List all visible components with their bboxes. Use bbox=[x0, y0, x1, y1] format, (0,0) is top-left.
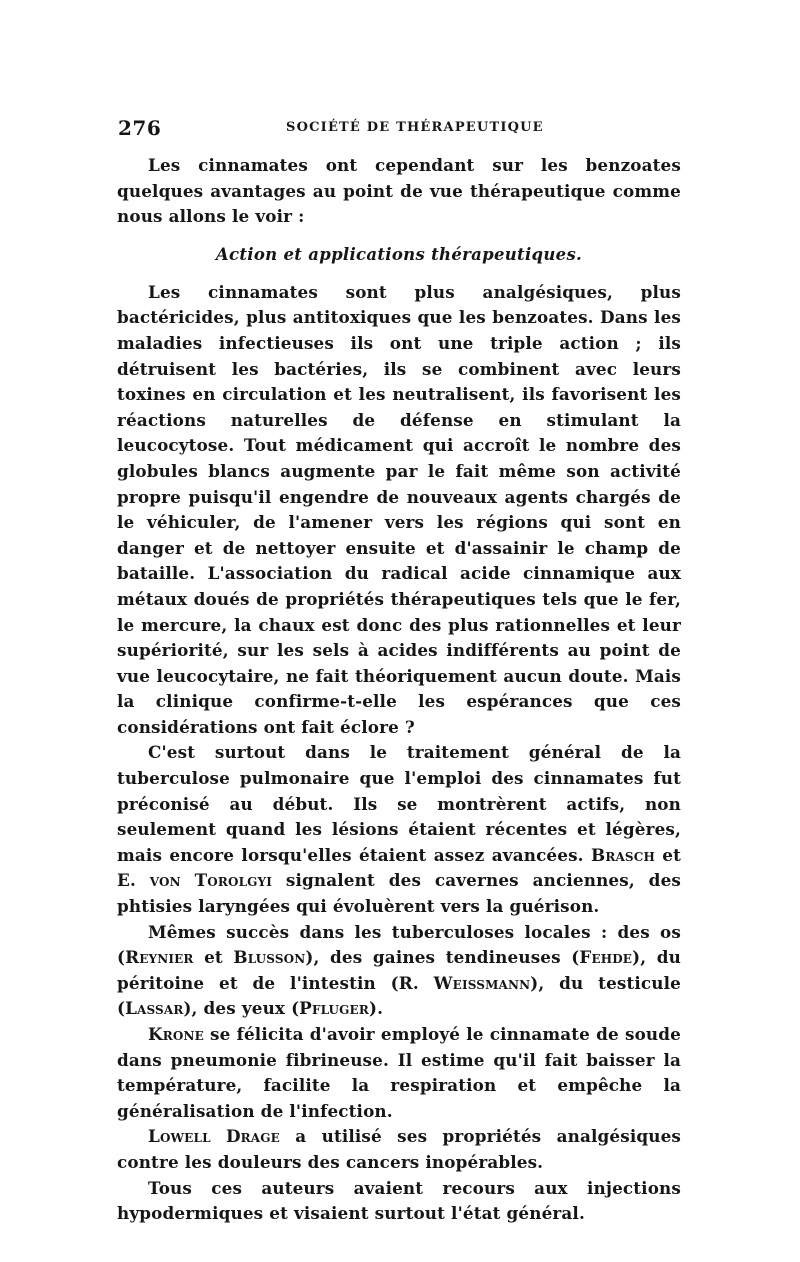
paragraph-tuberculosis-treatment bbox=[117, 740, 681, 919]
author-name: Blusson bbox=[233, 947, 306, 968]
author-name: Brasch bbox=[591, 844, 655, 865]
running-title: SOCIÉTÉ DE THÉRAPEUTIQUE bbox=[286, 120, 544, 135]
paragraph-text: ), du péritoine et de l'intestin ( bbox=[117, 947, 681, 993]
paragraph-analgesic-properties: Les cinnamates sont plus analgésiques, plus bactéricides, plus antitoxiques que les benzoates. Dans les maladies infectieuses ils ont une triple action ; ils détruisent les bactéries, ils se combinent avec leurs toxines en circulation et les neutralisent, ils favorisent les réactions naturelles de défense en stimulant la leucocytose. Tout médicament qui accroît le nombre des globules blancs augmente par le fait même son activité propre puisqu'il engendre de nouveaux agents chargés de le véhiculer, de l'amener vers les régions qui sont en danger et de nettoyer ensuite et d'assainir le champ de bataille. L'association du radical acide cinnamique aux métaux doués de propriétés thérapeutiques tels que le fer, le mercure, la chaux est donc des plus rationnelles et leur supériorité, sur les sels à acides indifférents au point de vue leucocytaire, ne fait théoriquement aucun doute. Mais la clinique confirme-t-elle les espérances que ces considérations ont fait éclore ? bbox=[117, 281, 681, 737]
paragraph-text: ), des yeux ( bbox=[183, 998, 300, 1019]
author-name: Reynier bbox=[125, 947, 194, 968]
author-name: Pfluger bbox=[299, 998, 369, 1019]
paragraph-text: C'est surtout dans le traitement général de la tuberculose pulmonaire que l'emploi des cinnamates fut préconisé au début. Ils se montrèrent actifs, non seulement quand les lésions étaient récentes et légères, mais encore lorsqu'elles étaient assez avancées. bbox=[117, 742, 681, 865]
author-name: E. von Torolgyi bbox=[117, 870, 273, 891]
author-name: Krone bbox=[148, 1024, 204, 1044]
paragraph-cancer-pain bbox=[117, 1124, 681, 1175]
paragraph-text: a utilisé ses propriétés analgésiques contre les douleurs des cancers inopérables. bbox=[117, 1126, 681, 1172]
paragraph-text: et bbox=[193, 947, 234, 968]
intro-paragraph: Les cinnamates ont cependant sur les benzoates quelques avantages au point de vue thérapeutique comme nous allons le voir : bbox=[117, 155, 681, 227]
paragraph-text: et bbox=[654, 844, 681, 865]
paragraph-text: ), du testicule ( bbox=[117, 972, 682, 1019]
paragraph-text: ). bbox=[368, 998, 384, 1019]
author-name: R. Weissmann bbox=[398, 972, 531, 993]
paragraph-text: Mêmes succès dans les tuberculoses locales : des os ( bbox=[117, 921, 681, 968]
paragraph-hypodermic-injections: Tous ces auteurs avaient recours aux injections hypodermiques et visaient surtout l'état général. bbox=[117, 1177, 681, 1224]
section-heading: Action et applications thérapeutiques. bbox=[215, 244, 583, 264]
body-text bbox=[117, 153, 681, 1227]
page-number: 276 bbox=[118, 116, 162, 140]
paragraph-pneumonia bbox=[117, 1022, 681, 1124]
page-header bbox=[118, 116, 680, 140]
author-name: Lowell Drage bbox=[148, 1126, 280, 1147]
paragraph-text: se félicita d'avoir employé le cinnamate de soude dans pneumonie fibrineuse. Il estime qu'il fait baisser la température, facilite la respiration et empêche la généralisation de l'infection. bbox=[117, 1024, 681, 1121]
paragraph-text: signalent des cavernes anciennes, des phtisies laryngées qui évoluèrent vers la guérison. bbox=[117, 870, 681, 917]
paragraph-local-tuberculosis bbox=[117, 920, 681, 1022]
author-name: Lassar bbox=[125, 998, 184, 1019]
author-name: Fehde bbox=[579, 947, 633, 968]
paragraph-text: ), des gaines tendineuses ( bbox=[305, 947, 580, 968]
